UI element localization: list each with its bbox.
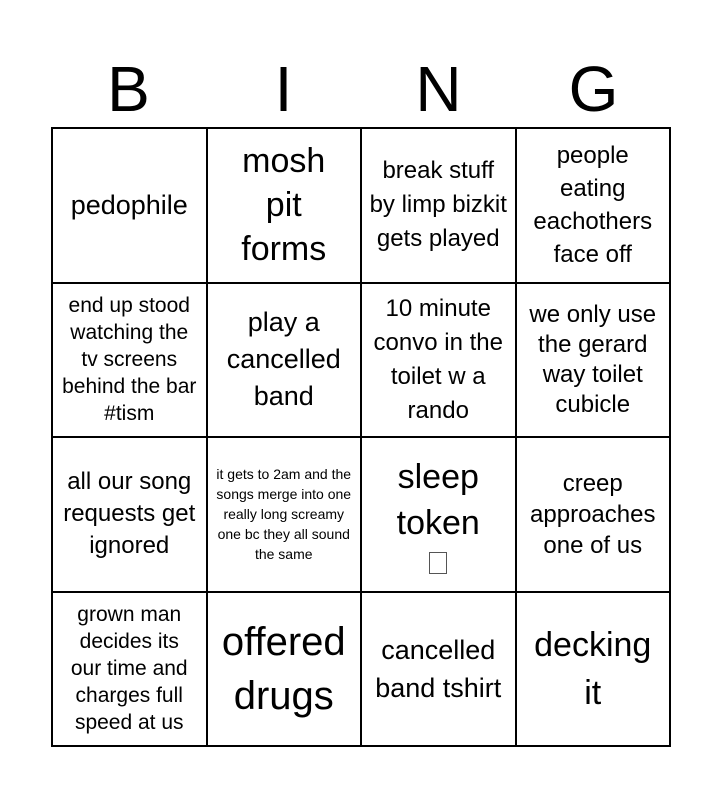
missing-glyph-icon (429, 552, 447, 574)
cell-text: grown man decides its our time and charges full speed at us (70, 603, 188, 735)
bingo-cell[interactable] (516, 128, 671, 283)
cell-text: sleep token (396, 458, 480, 543)
bingo-cell[interactable] (361, 283, 516, 438)
bingo-cell[interactable] (52, 283, 207, 438)
bingo-header (51, 52, 671, 127)
cell-text: creep approaches one of us (530, 469, 656, 559)
cell-text: 10 minute convo in the toilet w a rando (373, 294, 503, 424)
cell-text: people eating eachothers face off (533, 142, 653, 269)
bingo-cell[interactable] (52, 592, 207, 747)
bingo-cell[interactable] (361, 437, 516, 592)
header-letter-n: N (415, 53, 462, 125)
bingo-cell[interactable] (207, 283, 362, 438)
cell-text: it gets to 2am and the songs merge into one really long screamy one bc they all sound the same (216, 466, 352, 563)
cell-text: mosh pit forms (241, 142, 327, 269)
bingo-cell[interactable] (516, 592, 671, 747)
bingo-cell[interactable] (361, 592, 516, 747)
bingo-grid (51, 127, 671, 747)
cell-text: pedophile (70, 189, 188, 220)
bingo-cell[interactable] (52, 128, 207, 283)
bingo-cell[interactable] (52, 437, 207, 592)
header-letter-b: B (107, 53, 150, 125)
cell-text: end up stood watching the tv screens behind the bar #tism (62, 294, 197, 426)
bingo-cell[interactable] (361, 128, 516, 283)
cell-text: play a cancelled band (226, 307, 341, 412)
bingo-cell[interactable] (207, 437, 362, 592)
bingo-cell[interactable] (516, 437, 671, 592)
bingo-cell[interactable] (207, 592, 362, 747)
header-letter-i: I (274, 53, 293, 125)
cell-text: all our song requests get ignored (63, 468, 196, 560)
cell-text: cancelled band tshirt (375, 634, 502, 703)
cell-text: offered drugs (221, 619, 346, 718)
bingo-cell[interactable] (516, 283, 671, 438)
bingo-cell[interactable] (207, 128, 362, 283)
cell-text: decking it (534, 625, 652, 712)
header-letter-g: G (568, 53, 619, 125)
cell-text: break stuff by limp bizkit gets played (369, 157, 507, 253)
cell-text: we only use the gerard way toilet cubicle (529, 300, 657, 418)
